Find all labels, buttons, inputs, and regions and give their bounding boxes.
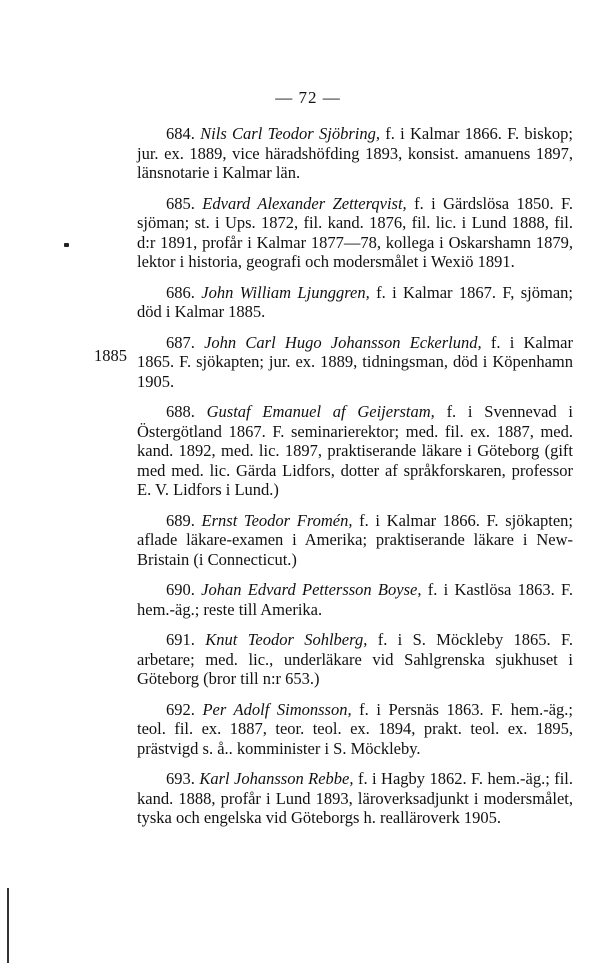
entry-690: [137, 580, 573, 619]
entry-number: 691.: [166, 630, 195, 649]
entry-text: f. i Kalmar 1866. F. sjökapten; aflade läkare-examen i Amerika; praktiserande läkare i New-Bristain (i Connecticut.): [137, 510, 574, 569]
entry-686: [137, 283, 573, 322]
entry-person-name: John Carl Hugo Johansson Eckerlund,: [204, 332, 482, 352]
entry-684: [137, 124, 573, 183]
entry-person-name: Knut Teodor Sohlberg,: [205, 630, 368, 649]
entry-text: f. i Svennevad i Östergötland 1867. F. seminarierektor; med. fil. ex. 1887, med. kand. 1892, med. lic. 1897, praktiserande läkare i Göteborg (gift med med. lic. Gärda Lidfors, dotter af språkforskaren, professor E. V. Lidfors i Lund.): [137, 402, 573, 499]
entry-689: [137, 511, 573, 570]
entry-text: f. i S. Möckleby 1865. F. arbetare; med. lic., underläkare vid Sahlgrenska sjukhuset i Göteborg (bror till n:r 653.): [137, 630, 574, 688]
text-column: [137, 124, 573, 839]
entry-number: 685.: [166, 193, 195, 213]
entry-number: 693.: [166, 769, 195, 788]
entry-person-name: Per Adolf Simonsson,: [202, 699, 352, 719]
entry-number: 688.: [166, 402, 195, 421]
entry-text: f. i Kalmar 1866. F. biskop; jur. ex. 1889, vice häradshöfding 1893, konsist. amanuens 1897, länsnotarie i Kalmar län.: [137, 124, 574, 182]
entry-text: f. i Hagby 1862. F. hem.-äg.; fil. kand. 1888, profår i Lund 1893, läroverksadjunkt i modersmålet, tyska och engelska vid Göteborgs h. realläroverk 1905.: [137, 769, 574, 827]
margin-rule: [7, 888, 9, 963]
entry-687: [137, 333, 573, 392]
entry-person-name: Johan Edvard Pettersson Boyse,: [201, 580, 422, 599]
entry-693: [137, 769, 573, 828]
page-number: — 72 —: [275, 88, 341, 107]
entry-685: [137, 194, 573, 272]
margin-mark: [64, 243, 69, 247]
entry-number: 686.: [166, 282, 195, 302]
entry-text: f. i Gärdslösa 1850. F. sjöman; st. i Ups. 1872, fil. kand. 1876, fil. lic. i Lund 1888, fil. d:r 1891, profår i Kalmar 1877—78, kollega i Oskarshamn 1879, lektor i historia, geografi och modersmålet i Wexiö 1891.: [137, 193, 574, 271]
entry-person-name: Ernst Teodor Fromén,: [201, 510, 353, 530]
entry-person-name: Karl Johansson Rebbe,: [199, 769, 354, 788]
entry-text: f. i Kalmar 1865. F. sjökapten; jur. ex. 1889, tidningsman, död i Köpenhamn 1905.: [137, 332, 573, 391]
entry-692: [137, 700, 573, 759]
entry-text: f. i Kalmar 1867. F, sjöman; död i Kalmar 1885.: [137, 282, 574, 321]
entry-text: f. i Kastlösa 1863. F. hem.-äg.; reste till Amerika.: [137, 580, 574, 619]
entry-number: 687.: [166, 332, 195, 352]
entry-text: f. i Persnäs 1863. F. hem.-äg.; teol. fil. ex. 1887, teor. teol. ex. 1894, prakt. teol. ex. 1895, prästvigd s. å.. komminister i S. Möckleby.: [137, 699, 574, 758]
entry-number: 690.: [166, 580, 195, 599]
entry-691: [137, 630, 573, 689]
entry-person-name: Gustaf Emanuel af Geijerstam,: [206, 402, 435, 421]
entry-number: 684.: [166, 124, 195, 143]
entry-person-name: Nils Carl Teodor Sjöbring,: [200, 124, 380, 143]
margin-year-marker: 1885: [94, 346, 127, 365]
entry-688: [137, 402, 573, 500]
entry-person-name: Edvard Alexander Zetterqvist,: [202, 193, 407, 213]
entry-number: 692.: [166, 699, 195, 719]
entry-person-name: John William Ljunggren,: [201, 282, 370, 302]
entry-number: 689.: [166, 510, 195, 530]
